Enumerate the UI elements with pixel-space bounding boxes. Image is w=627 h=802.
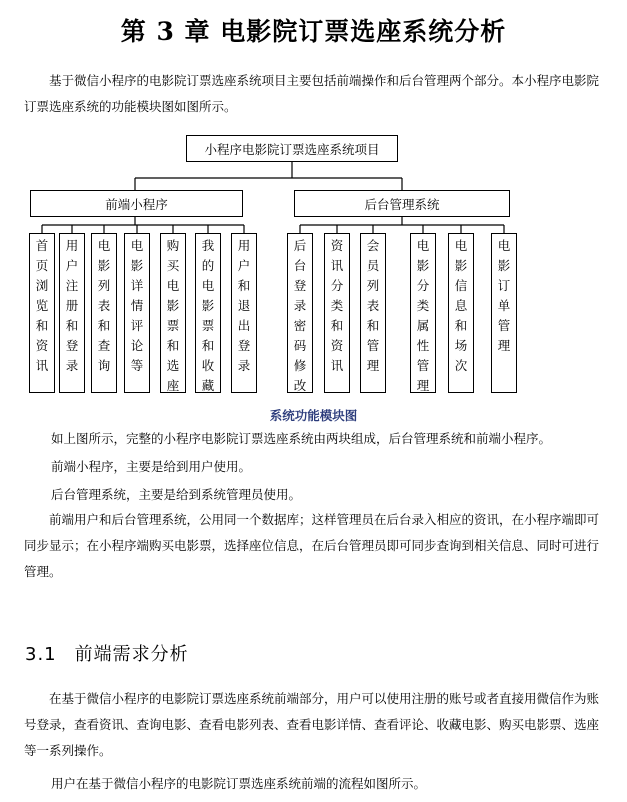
- module-box-my-tickets: 我的电影票和收藏: [195, 233, 221, 393]
- module-box-movie-schedule: 电影信息和场次: [448, 233, 474, 393]
- module-box-admin-login: 后台登录密码修改: [287, 233, 313, 393]
- section-title: 前端需求分析: [74, 644, 189, 665]
- chapter-title: 第 3 章 电影院订票选座系统分析: [120, 17, 507, 46]
- module-box-register: 用户注册和登录: [59, 233, 85, 393]
- paragraph-shared-database: 前端用户和后台管理系统，公用同一个数据库；这样管理员在后台录入相应的资讯，在小程序端即可同步显示；在小程序端购买电影票，选择座位信息，在后台管理员即可同步查询到相关信息、同时可进行管理。: [24, 512, 600, 579]
- frontend-box: 前端小程序: [30, 190, 243, 217]
- paragraph-frontend-features: 在基于微信小程序的电影院订票选座系统前端部分，用户可以使用注册的账号或者直接用微信作为账号登录，查看资讯、查询电影、查看电影列表、查看电影详情、查看评论、收藏电影、购买电影票、选座等一系列操作。: [24, 691, 600, 758]
- backend-box: 后台管理系统: [294, 190, 510, 217]
- section-number: 3.1: [25, 644, 57, 665]
- section-heading: [25, 640, 189, 666]
- module-box-movie-category: 电影分类属性管理: [410, 233, 436, 393]
- intro-paragraph: 基于微信小程序的电影院订票选座系统项目主要包括前端操作和后台管理两个部分。本小程序电影院订票选座系统的功能模块图如图所示。: [24, 73, 600, 114]
- module-box-movie-detail: 电影详情评论等: [124, 233, 150, 393]
- paragraph-overview: 如上图所示，完整的小程序电影院订票选座系统由两块组成，后台管理系统和前端小程序。: [51, 431, 552, 446]
- root-box: 小程序电影院订票选座系统项目: [186, 135, 398, 162]
- paragraph-backend: 后台管理系统，主要是给到系统管理员使用。: [51, 487, 302, 502]
- module-box-buy-ticket: 购买电影票和选座: [160, 233, 186, 393]
- module-box-members: 会员列表和管理: [360, 233, 386, 393]
- module-box-movie-list: 电影列表和查询: [91, 233, 117, 393]
- module-box-logout: 用户和退出登录: [231, 233, 257, 393]
- paragraph-frontend: 前端小程序，主要是给到用户使用。: [51, 459, 252, 474]
- module-box-news: 资讯分类和资讯: [324, 233, 350, 393]
- diagram-caption: 系统功能模块图: [269, 408, 358, 423]
- module-box-home: 首页浏览和资讯: [29, 233, 55, 393]
- paragraph-flow-intro: 用户在基于微信小程序的电影院订票选座系统前端的流程如图所示。: [51, 776, 427, 791]
- module-box-orders: 电影订单管理: [491, 233, 517, 393]
